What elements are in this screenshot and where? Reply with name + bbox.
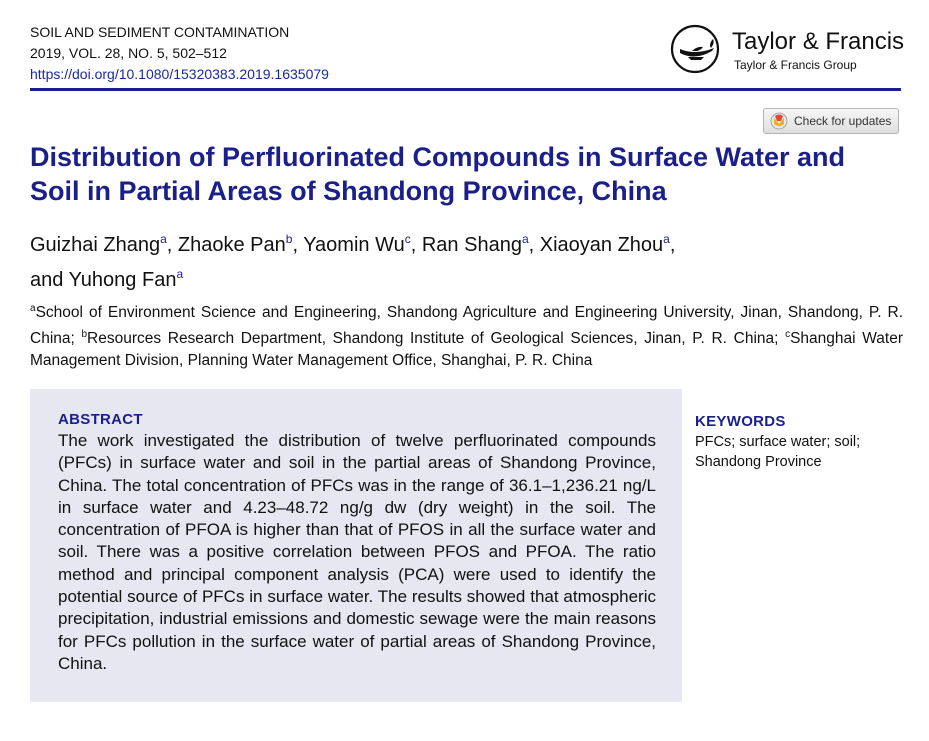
affiliation-text: Resources Research Department, Shandong Institute of Geological Sciences, Jinan, P. R. China; — [87, 330, 786, 347]
author[interactable]: Xiaoyan Zhou$^a$ — [539, 232, 670, 256]
author[interactable]: Guizhai Zhang$^a$ — [30, 232, 167, 256]
author[interactable]: Ran Shang$^a$ — [421, 232, 529, 256]
affiliation-label: a — [30, 303, 36, 314]
author[interactable]: and Yuhong Fan$^a$ — [30, 267, 184, 291]
lamp-icon — [670, 24, 724, 74]
affiliation-label: c — [785, 329, 791, 340]
abstract-text: The work investigated the distribution of twelve perfluorinated compounds (PFCs) in surface water and soil in the partial areas of Shandong Province, China. The total concentration of PFCs was in the range of 36.1–1,236.21 ng/L in surface water and 4.23–48.72 ng/g dw (dry weight) in the soil. The concentration of PFOA is higher than that of PFOS in all the surface water and soil. There was a positive correlation between PFOS and PFOA. The ratio method and principal component analysis (PCA) were used to identify the potential source of PFCs in surface water. The results showed that atmospheric precipitation, industrial emissions and domestic sewage were the main reasons for PFCs pollution in the surface water of partial areas of Shandong Province, China. — [58, 431, 656, 673]
doi-link[interactable]: https://doi.org/10.1080/15320383.2019.1635079 — [30, 66, 329, 82]
affiliation-mark[interactable]: a — [663, 232, 670, 246]
abstract-heading: ABSTRACT — [58, 411, 143, 428]
affiliation-mark[interactable]: b — [285, 232, 293, 246]
check-for-updates-button[interactable] — [763, 108, 899, 134]
journal-citation: 2019, VOL. 28, NO. 5, 502–512 — [30, 45, 227, 61]
journal-name: SOIL AND SEDIMENT CONTAMINATION — [30, 24, 290, 40]
affiliation-text: School of Environment Science and Engineering, Shandong Agriculture and Engineering University, Jinan, Shandong, P. R. China; — [30, 304, 903, 347]
affiliation-mark[interactable]: a — [521, 232, 529, 246]
header-rule — [30, 88, 901, 91]
journal-info — [30, 22, 329, 85]
author-list: Guizhai Zhang$^a$, Zhaoke Pan$^b$, Yaomin Wu$^c$, Ran Shang$^a$, Xiaoyan Zhou$^a$, and Yuhong Fan$^a$ — [30, 232, 676, 291]
affiliation-label: b — [81, 329, 88, 340]
publisher-name: Taylor & Francis — [732, 28, 905, 55]
author[interactable]: Zhaoke Pan$^b$ — [177, 232, 293, 256]
publisher-logo — [670, 22, 910, 76]
keywords-text: PFCs; surface water; soil; Shandong Province — [695, 434, 861, 470]
affiliation-mark[interactable]: c — [404, 232, 411, 246]
article-title: Distribution of Perfluorinated Compounds in Surface Water and Soil in Partial Areas of Shandong Province, China — [30, 142, 846, 206]
affiliation-text: Shanghai Water Management Division, Planning Water Management Office, Shanghai, P. R. China — [30, 330, 903, 369]
abstract-box — [30, 389, 682, 702]
check-updates-icon — [770, 112, 788, 130]
keywords-heading: KEYWORDS — [695, 413, 786, 430]
affiliation-mark[interactable]: a — [160, 232, 167, 246]
check-updates-label: Check for updates — [794, 114, 892, 128]
publisher-group: Taylor & Francis Group — [734, 58, 857, 72]
author[interactable]: Yaomin Wu$^c$ — [303, 232, 411, 256]
affiliations — [30, 298, 903, 372]
affiliation-mark[interactable]: a — [176, 267, 184, 281]
